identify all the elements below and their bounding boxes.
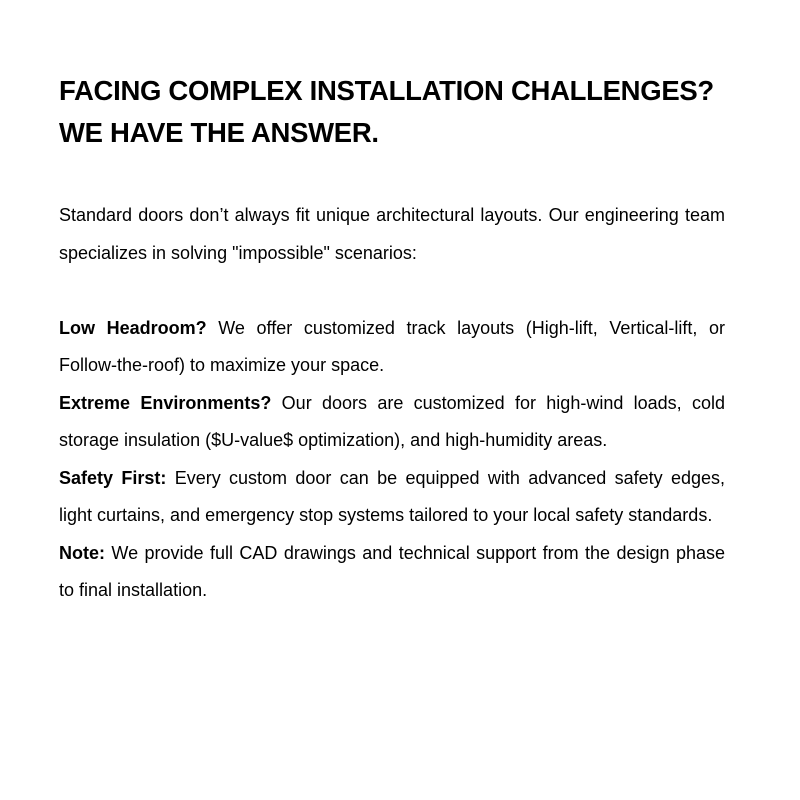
item-low-headroom (59, 310, 725, 385)
item-note (59, 535, 725, 610)
intro-paragraph: Standard doors don’t always fit unique architectural layouts. Our engineering team specializes in solving "impossible" scenarios: (59, 205, 725, 263)
item-lead-safety-first: Safety First: (59, 467, 167, 488)
item-text-note: We provide full CAD drawings and technical support from the design phase to final installation. (59, 542, 725, 600)
paragraph-spacer (59, 272, 725, 310)
item-text-low-headroom: We offer customized track layouts (High-lift, Vertical-lift, or Follow-the-roof) to maximize your space. (59, 317, 725, 375)
headline-line-2: WE HAVE THE ANSWER. (59, 117, 379, 148)
headline-line-1: FACING COMPLEX INSTALLATION CHALLENGES? (59, 75, 714, 106)
document-body (59, 70, 725, 610)
item-extreme-environments (59, 385, 725, 460)
item-text-safety-first: Every custom door can be equipped with advanced safety edges, light curtains, and emergency stop systems tailored to your local safety standards. (59, 467, 725, 525)
item-lead-low-headroom: Low Headroom? (59, 317, 207, 338)
item-text-extreme-environments: Our doors are customized for high-wind loads, cold storage insulation ($U-value$ optimization), and high-humidity areas. (59, 392, 726, 450)
item-lead-note: Note: (59, 542, 105, 563)
item-safety-first (59, 460, 725, 535)
item-lead-extreme-environments: Extreme Environments? (59, 392, 272, 413)
headline (59, 70, 725, 154)
